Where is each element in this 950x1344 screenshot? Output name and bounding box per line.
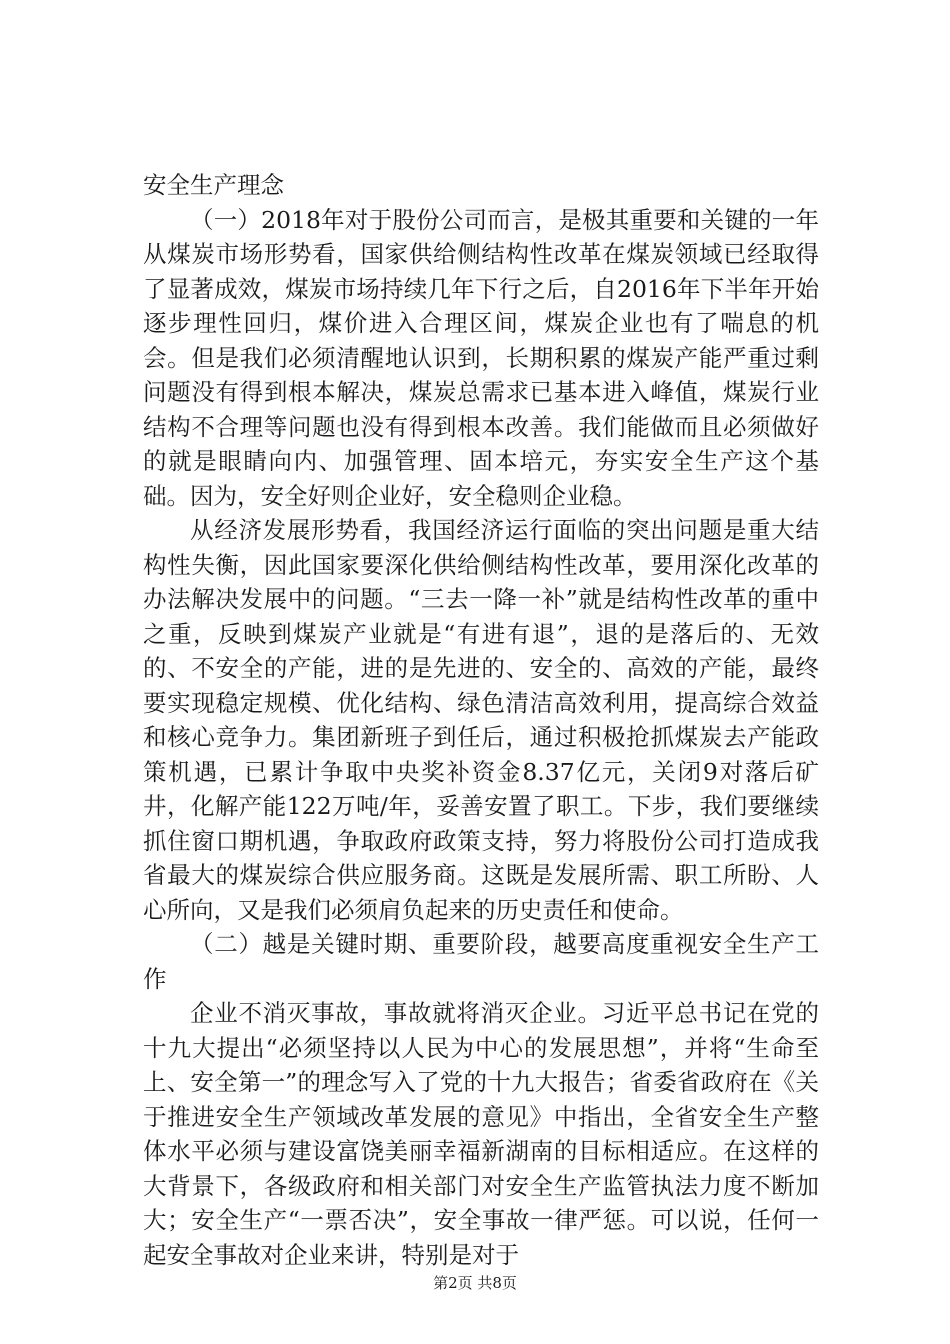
paragraph-4: 企业不消灭事故，事故就将消灭企业。习近平总书记在党的十九大提出“必须坚持以人民为中心的发展思想”，并将“生命至上、安全第一”的理念写入了党的十九大报告；省委省政府在《关于推进安全生产领域改革发展的意见》中指出，全省安全生产整体水平必须与建设富饶美丽幸福新湖南的目标相适应。在这样的大背景下，各级政府和相关部门对安全生产监管执法力度不断加大；安全生产“一票否决”，安全事故一律严惩。可以说，任何一起安全事故对企业来讲，特别是对于	[143, 999, 819, 1269]
paragraph-1: （一）2018年对于股份公司而言，是极其重要和关键的一年从煤炭市场形势看，国家供给侧结构性改革在煤炭领域已经取得了显著成效，煤炭市场持续几年下行之后，自2016年下半年开始逐步理性回归，煤价进入合理区间，煤炭企业也有了喘息的机会。但是我们必须清醒地认识到，长期积累的煤炭产能严重过剩问题没有得到根本解决，煤炭总需求已基本进入峰值，煤炭行业结构不合理等问题也没有得到根本改善。我们能做而且必须做好的就是眼睛向内、加强管理、固本培元，夯实安全生产这个基础。因为，安全好则企业好，安全稳则企业稳。	[143, 205, 819, 510]
paragraph-2: 从经济发展形势看，我国经济运行面临的突出问题是重大结构性失衡，因此国家要深化供给侧结构性改革，要用深化改革的办法解决发展中的问题。“三去一降一补”就是结构性改革的重中之重，反映到煤炭产业就是“有进有退”，退的是落后的、无效的、不安全的产能，进的是先进的、安全的、高效的产能，最终要实现稳定规模、优化结构、绿色清洁高效利用，提高综合效益和核心竞争力。集团新班子到任后，通过积极抢抓煤炭去产能政策机遇，已累计争取中央奖补资金8.37亿元，关闭9对落后矿井，化解产能122万吨/年，妥善安置了职工。下步，我们要继续抓住窗口期机遇，争取政府政策支持，努力将股份公司打造成我省最大的煤炭综合供应服务商。这既是发展所需、职工所盼、人心所向，又是我们必须肩负起来的历史责任和使命。	[143, 516, 819, 924]
paragraph-3-heading: （二）越是关键时期、重要阶段，越要高度重视安全生产工作	[143, 930, 819, 993]
document-body	[143, 168, 819, 1272]
section-heading-line: 安全生产理念	[143, 171, 284, 199]
page-number: 第2页 共8页	[433, 1274, 517, 1292]
page-footer	[0, 1273, 950, 1293]
